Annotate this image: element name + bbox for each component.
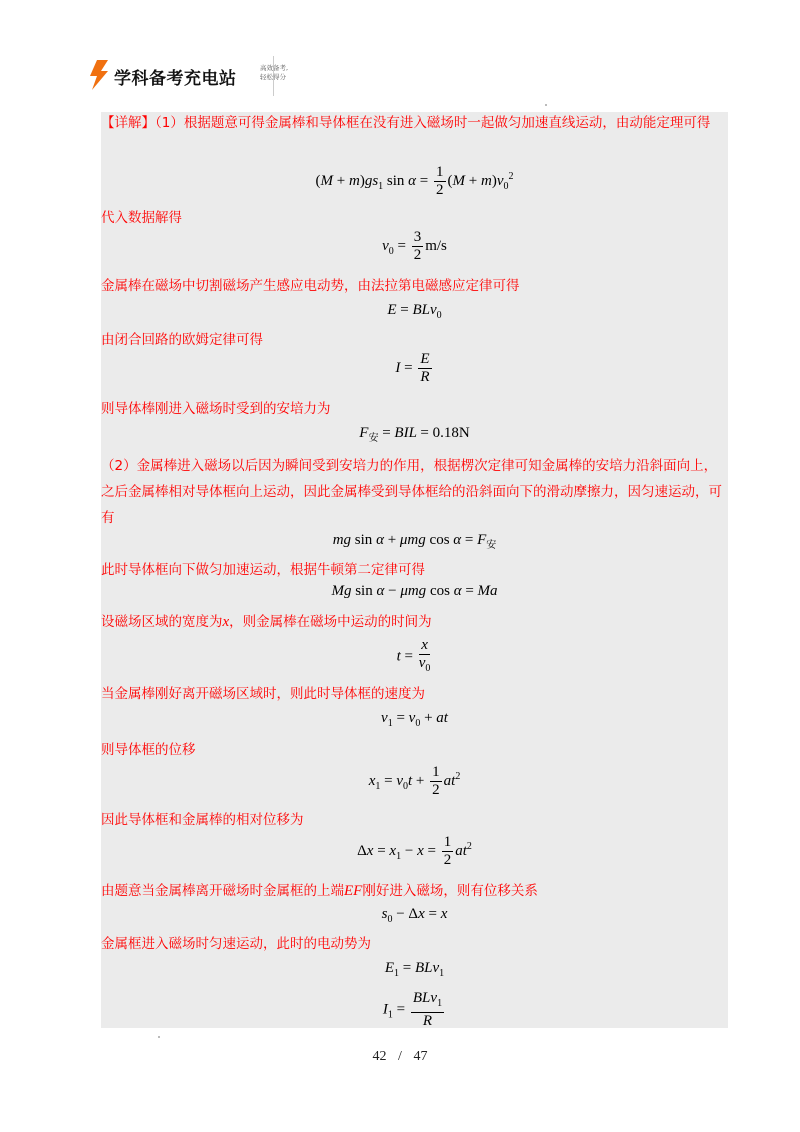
header-logo — [88, 54, 289, 98]
current-page: 42 — [372, 1049, 387, 1064]
paragraph-8-text-b: ，则金属棒在磁场中运动的时间为 — [229, 614, 432, 630]
paragraph-3: 金属棒在磁场中切割磁场产生感应电动势，由法拉第电磁感应定律可得 — [101, 278, 520, 294]
paragraph-4: 由闭合回路的欧姆定律可得 — [101, 332, 263, 348]
equation-3: E = BLv$_0$ — [387, 302, 442, 321]
paragraph-10: 则导体框的位移 — [101, 742, 196, 758]
equation-1: $(M + m)gs_1$ sin α = $\frac{1}{2}$ $(M + m)v_0^2$ — [315, 164, 514, 198]
paragraph-12-text-b: 刚好进入磁场，则有位移关系 — [362, 883, 538, 899]
paragraph-5: 则导体棒刚进入磁场时受到的安培力为 — [101, 401, 331, 417]
total-pages: 47 — [413, 1049, 428, 1064]
scan-dot — [545, 104, 547, 106]
equation-2: $v_0$ = $\frac{3}{2}$ m/s — [382, 229, 447, 263]
paragraph-1 — [101, 110, 728, 136]
paragraph-12 — [101, 878, 728, 904]
paragraph-6: （2）金属棒进入磁场以后因为瞬间受到安培力的作用，根据楞次定律可知金属棒的安培力沿斜面向上，之后金属棒相对导体框向上运动，因此金属棒受到导体框给的沿斜面向下的滑动摩擦力，因匀速运动，可有 — [101, 458, 722, 526]
equation-9: $v_1 = v_0$ + at — [381, 710, 448, 729]
paragraph-9: 当金属棒刚好离开磁场区域时，则此时导体框的速度为 — [101, 686, 425, 702]
equation-14: $I_1$ = $\frac{BLv_1}{R}$ — [382, 990, 443, 1029]
paragraph-8-text-a: 设磁场区域的宽度为 — [101, 614, 223, 630]
paragraph-13: 金属框进入磁场时匀速运动，此时的电动势为 — [101, 936, 371, 952]
equation-6: mg sin α + μmg $\cos \alpha = F_安$ — [332, 532, 497, 551]
page-number — [0, 1049, 800, 1065]
paragraph-12-variable: EF — [344, 883, 363, 899]
equation-10: $x_1 = v_0t$ + $\frac{1}{2}$ $at^2$ — [368, 764, 461, 798]
paragraph-12-text-a: 由题意当金属棒离开磁场时金属框的上端 — [101, 883, 344, 899]
equation-12: $s_0 - \Delta x = x$ — [381, 906, 448, 925]
paragraph-1-text: （1）根据题意可得金属棒和导体框在没有进入磁场时一起做匀加速直线运动，由动能定理可得 — [155, 115, 711, 131]
equation-7: Mg sin α − μmg cos α = Ma — [331, 583, 498, 599]
scan-dot — [158, 1036, 160, 1038]
equation-8: t = $\frac{x}{v_0}$ — [396, 637, 431, 674]
paragraph-8 — [101, 609, 728, 635]
answer-label: 【详解】 — [101, 115, 155, 131]
equation-4: I = $\frac{E}{R}$ — [395, 351, 430, 385]
equation-11: $\Delta x = x_1 - x$ = $\frac{1}{2}$ $at^2$ — [357, 834, 472, 868]
paragraph-2: 代入数据解得 — [101, 210, 182, 226]
brand-slogan: 高效备考, 轻松得分 — [260, 64, 289, 81]
lightning-icon — [88, 60, 110, 90]
equation-5: $F_安$ = BIL = 0.18N — [359, 425, 470, 444]
paragraph-8-variable: x — [222, 614, 230, 630]
page-separator: / — [398, 1049, 402, 1064]
equation-13: $E_1 = BLv_1$ — [384, 960, 445, 979]
paragraph-11: 因此导体框和金属棒的相对位移为 — [101, 812, 304, 828]
paragraph-7: 此时导体框向下做匀加速运动，根据牛顿第二定律可得 — [101, 562, 425, 578]
brand-name: 学科备考充电站 — [114, 69, 237, 89]
